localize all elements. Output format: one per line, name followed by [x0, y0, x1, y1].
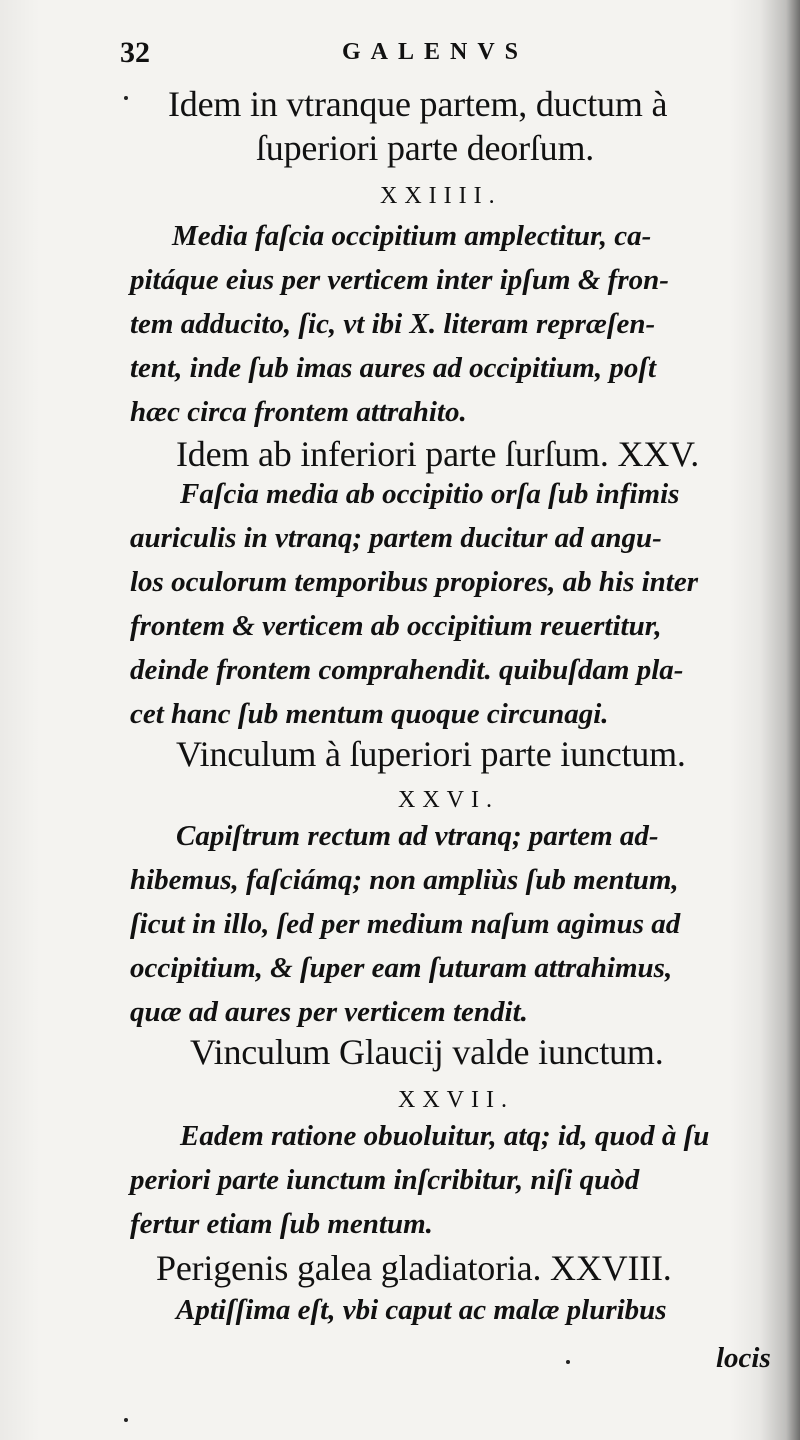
- body-line: auriculis in vtranq; partem ducitur ad angu-: [130, 522, 662, 554]
- page-number: 32: [120, 36, 150, 69]
- body-line: cet hanc ſub mentum quoque circunagi.: [130, 698, 609, 730]
- body-line: occipitium, & ſuper eam ſuturam attrahimus,: [130, 952, 673, 984]
- heading-line: Idem ab inferiori parte ſurſum. XXV.: [176, 434, 699, 474]
- body-line: quæ ad aures per verticem tendit.: [130, 996, 528, 1028]
- running-title: GALENVS: [342, 39, 529, 65]
- catchword: locis: [716, 1342, 771, 1374]
- body-line: Capiſtrum rectum ad vtranq; partem ad-: [176, 820, 659, 852]
- body-line: hæc circa frontem attrahito.: [130, 396, 467, 428]
- ink-speck: [566, 1360, 570, 1364]
- body-line: los oculorum temporibus propiores, ab his inter: [130, 566, 699, 598]
- body-line: frontem & verticem ab occipitium reuertitur,: [130, 610, 662, 642]
- ink-speck: [124, 1418, 128, 1422]
- section-numeral: XXVI.: [398, 787, 499, 813]
- body-line: deinde frontem comprahendit. quibuſdam pla-: [130, 654, 684, 686]
- body-line: Aptiſſima eſt, vbi caput ac malæ pluribus: [176, 1294, 667, 1326]
- heading-line: Perigenis galea gladiatoria. XXVIII.: [156, 1248, 672, 1288]
- section-numeral: XXIIII.: [380, 183, 502, 209]
- body-line: periori parte iunctum inſcribitur, niſi quòd: [130, 1164, 640, 1196]
- body-line: tent, inde ſub imas aures ad occipitium, poſt: [130, 352, 657, 384]
- body-line: ſicut in illo, ſed per medium naſum agimus ad: [130, 908, 681, 940]
- body-line: hibemus, faſciámq; non ampliùs ſub mentum,: [130, 864, 679, 896]
- heading-line: Vinculum Glaucij valde iunctum.: [190, 1032, 664, 1072]
- body-line: Eadem ratione obuoluitur, atq; id, quod à ſu: [180, 1120, 710, 1152]
- heading-line: ſuperiori parte deorſum.: [256, 128, 595, 168]
- heading-line: Idem in vtranque partem, ductum à: [168, 84, 668, 124]
- heading-line: Vinculum à ſuperiori parte iunctum.: [176, 734, 686, 774]
- ink-speck: [124, 96, 128, 100]
- body-line: pitáque eius per verticem inter ipſum & fron-: [130, 264, 669, 296]
- section-numeral: XXVII.: [398, 1087, 514, 1113]
- body-line: Media faſcia occipitium amplectitur, ca-: [172, 220, 652, 252]
- body-line: fertur etiam ſub mentum.: [130, 1208, 433, 1240]
- body-line: Faſcia media ab occipitio orſa ſub infimis: [180, 478, 680, 510]
- body-line: tem adducito, ſic, vt ibi X. literam repræſen-: [130, 308, 656, 340]
